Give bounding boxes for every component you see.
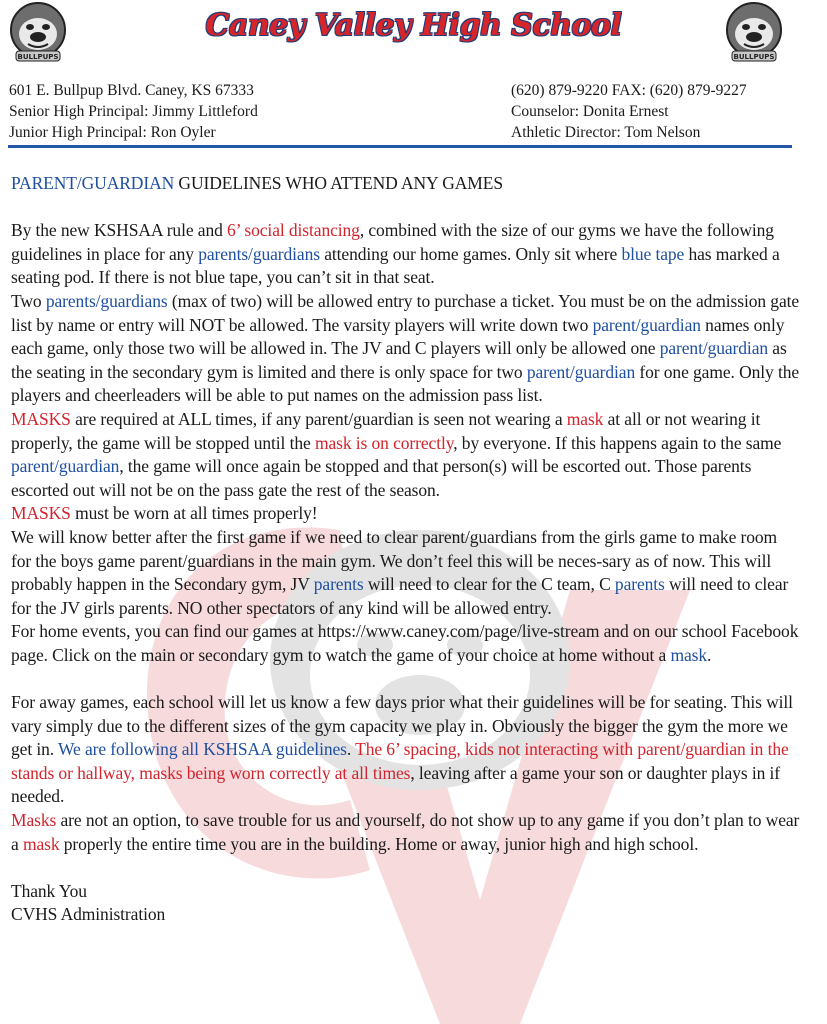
text-run: , combined with the size of our gyms we have the following guidelines in place for any [11,220,774,264]
text-run: attending our home games. Only sit where [319,243,622,264]
text-run: for one game. Only the players and cheerleaders will be able to put names on the admission pass list. [11,361,800,406]
paragraph [11,903,801,927]
text-run: parents/guardians [45,290,168,311]
text-run: will need to clear for the C team, C [363,574,615,595]
phone-fax: (620) 879-9220 FAX: (620) 879-9227 [511,82,747,99]
text-run: Masks [11,810,57,831]
text-run: 6’ social distancing [227,220,360,241]
title-rest: GUIDELINES WHO ATTEND ANY GAMES [174,173,503,193]
paragraph [11,620,801,667]
paragraph [11,502,801,526]
text-run: For home events, you can find our games at https://www.caney.com/page/live-stream and on our school Facebook page. Click on the main or secondary gym to watch the game of your choice at home without a [11,621,799,665]
text-run: has marked a seating pod. If there is not blue tape, you can’t sit in that seat. [11,243,780,288]
athletic-director: Athletic Director: Tom Nelson [511,124,701,141]
text-run: Two [11,290,46,311]
paragraph [11,526,801,620]
text-run: We are following all KSHSAA guidelines [58,739,347,760]
junior-principal: Junior High Principal: Ron Oyler [9,124,216,141]
text-run: mask is on correctly [314,432,454,453]
contact-info-left [9,80,258,143]
text-run: For away games, each school will let us know a few days prior what their guidelines will be for seating. This will vary simply due to the different sizes of the gym capacity we play in. Obviously the bigger the gym the more we get in. [11,692,793,760]
text-run: CVHS Administration [11,904,166,925]
title-highlight: PARENT/GUARDIAN [11,173,175,193]
text-run: will need to clear for the JV girls parents. NO other spectators of any kind will be allowed entry. [11,574,789,618]
text-run: mask [670,644,708,665]
text-run: . [346,739,356,760]
text-run: at all or not wearing it properly, the game will be stopped until the [11,408,761,453]
text-run: parent/guardian [526,361,636,382]
letter-title [11,172,801,196]
school-name: Caney Valley High School [205,8,622,43]
counselor: Counselor: Donita Ernest [511,103,669,120]
text-run: names only each game, only those two will be allowed in. The JV and C players will only be allowed one [11,314,785,359]
text-run: , leaving after a game your son or daughter plays in if needed. [11,762,781,807]
contact-info-right [511,80,747,143]
text-run: properly the entire time you are in the building. Home or away, junior high and high school. [59,833,699,854]
text-run: , by everyone. If this happens again to the same [453,432,782,453]
text-run: must be worn at all times properly! [70,503,318,524]
text-run: parents/guardians [198,243,320,264]
senior-principal: Senior High Principal: Jimmy Littleford [9,103,258,120]
text-run: mask [566,408,604,429]
paragraph-list [11,219,801,927]
letter-body [11,172,801,927]
paragraph [11,809,801,856]
text-run: Thank You [11,880,87,901]
text-run: MASKS [11,408,71,429]
paragraph-gap [11,667,801,691]
text-run: MASKS [11,503,71,524]
text-run: are required at ALL times, if any parent/guardian is seen not wearing a [70,408,567,429]
text-run: The 6’ spacing, kids not interacting with parent/guardian in the stands or hallway, masks being worn correctly at all times [11,739,789,783]
paragraph [11,408,801,502]
svg-text:BULLPUPS: BULLPUPS [733,53,775,61]
header-divider [8,145,792,148]
text-run: We will know better after the first game if we need to clear parent/guardians from the girls game to make room for the boys game parent/guardians in the main gym. We don’t feel this will be neces-sary as of now. This will probably happen in the Secondary gym, JV [11,526,778,595]
text-run: By the new KSHSAA rule and [11,220,228,241]
text-run: , the game will once again be stopped and that person(s) will be escorted out. Those parents escorted out will not be on the pass gate the rest of the season. [11,456,752,500]
text-run: parent/guardian [592,314,701,335]
text-run: . [707,644,712,665]
paragraph [11,880,801,904]
paragraph [11,219,801,290]
text-run: (max of two) will be allowed entry to purchase a ticket. You must be on the admission gate list by name or entry will NOT be allowed. The varsity players will write down two [11,290,800,335]
text-run: are not an option, to save trouble for us and yourself, do not show up to any game if you don’t plan to wear a [11,810,800,854]
paragraph [11,691,801,809]
svg-text:BULLPUPS: BULLPUPS [17,53,59,61]
text-run: blue tape [621,243,685,264]
address: 601 E. Bullpup Blvd. Caney, KS 67333 [9,82,254,99]
paragraph-gap [11,856,801,880]
text-run: parents [313,574,364,595]
text-run: parent/guardian [11,456,120,477]
paragraph [11,290,801,408]
text-run: parents [614,574,665,595]
text-run: parent/guardian [659,338,769,359]
text-run: as the seating in the secondary gym is limited and there is only space for two [11,338,787,382]
text-run: mask [22,833,60,854]
